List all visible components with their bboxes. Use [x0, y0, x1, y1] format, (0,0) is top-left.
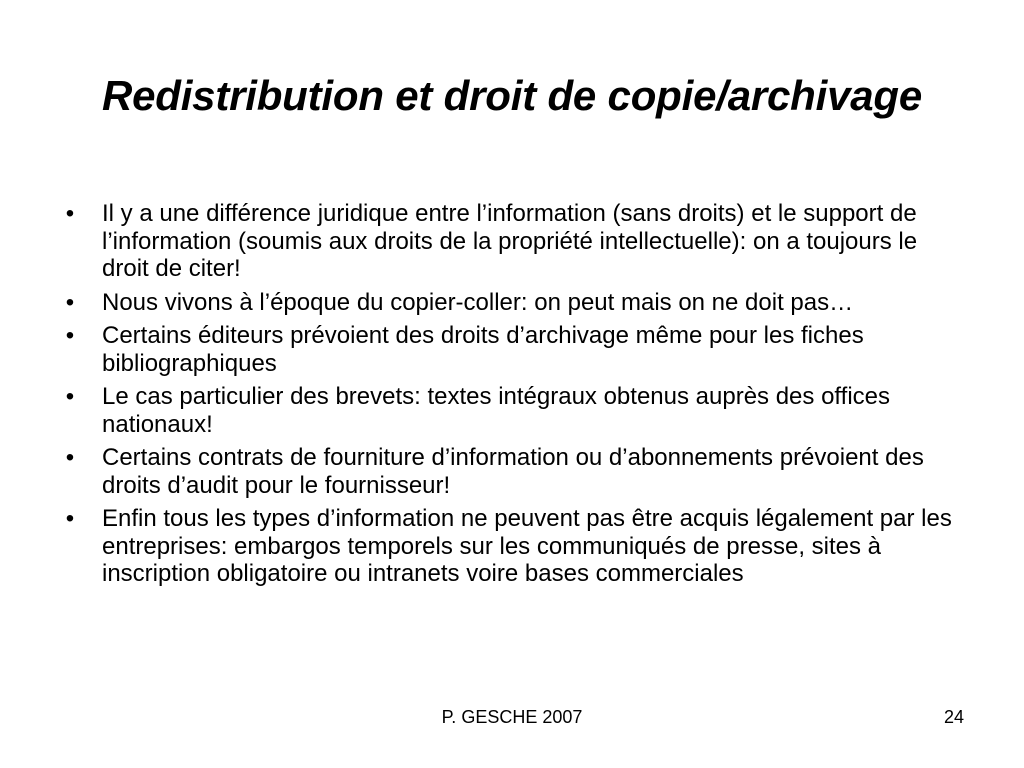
bullet-text: Il y a une différence juridique entre l’information (sans droits) et le support de l’information (soumis aux droits de la propriété intellectuelle): on a toujours le droit de citer! — [102, 200, 918, 282]
bullet-dot-icon: • — [65, 505, 75, 532]
bullet-item — [60, 444, 960, 499]
bullet-dot-icon: • — [65, 444, 75, 471]
slide-title: Redistribution et droit de copie/archivage — [101, 72, 923, 119]
bullet-text: Certains éditeurs prévoient des droits d’archivage même pour les fiches bibliographiques — [102, 322, 864, 377]
bullet-item — [60, 383, 960, 438]
footer-author: P. GESCHE 2007 — [441, 707, 583, 727]
bullet-text: Certains contrats de fourniture d’information ou d’abonnements prévoient des droits d’audit pour le fournisseur! — [102, 444, 924, 499]
bullet-item — [60, 289, 960, 317]
bullet-text: Nous vivons à l’époque du copier-coller: on peut mais on ne doit pas… — [102, 288, 854, 316]
bullet-item — [60, 200, 960, 283]
bullet-text: Le cas particulier des brevets: textes intégraux obtenus auprès des offices nationaux! — [102, 383, 891, 438]
bullet-item — [60, 322, 960, 377]
bullet-text: Enfin tous les types d’information ne peuvent pas être acquis légalement par les entreprises: embargos temporels sur les communiqués de presse, sites à inscription obligatoire ou intranets voire bases commerciales — [102, 505, 952, 587]
bullet-list — [60, 200, 960, 594]
footer-page-number: 24 — [943, 707, 964, 727]
bullet-dot-icon: • — [65, 200, 75, 227]
bullet-dot-icon: • — [65, 383, 75, 410]
bullet-dot-icon: • — [65, 288, 75, 316]
bullet-item — [60, 505, 960, 588]
bullet-dot-icon: • — [65, 322, 75, 349]
